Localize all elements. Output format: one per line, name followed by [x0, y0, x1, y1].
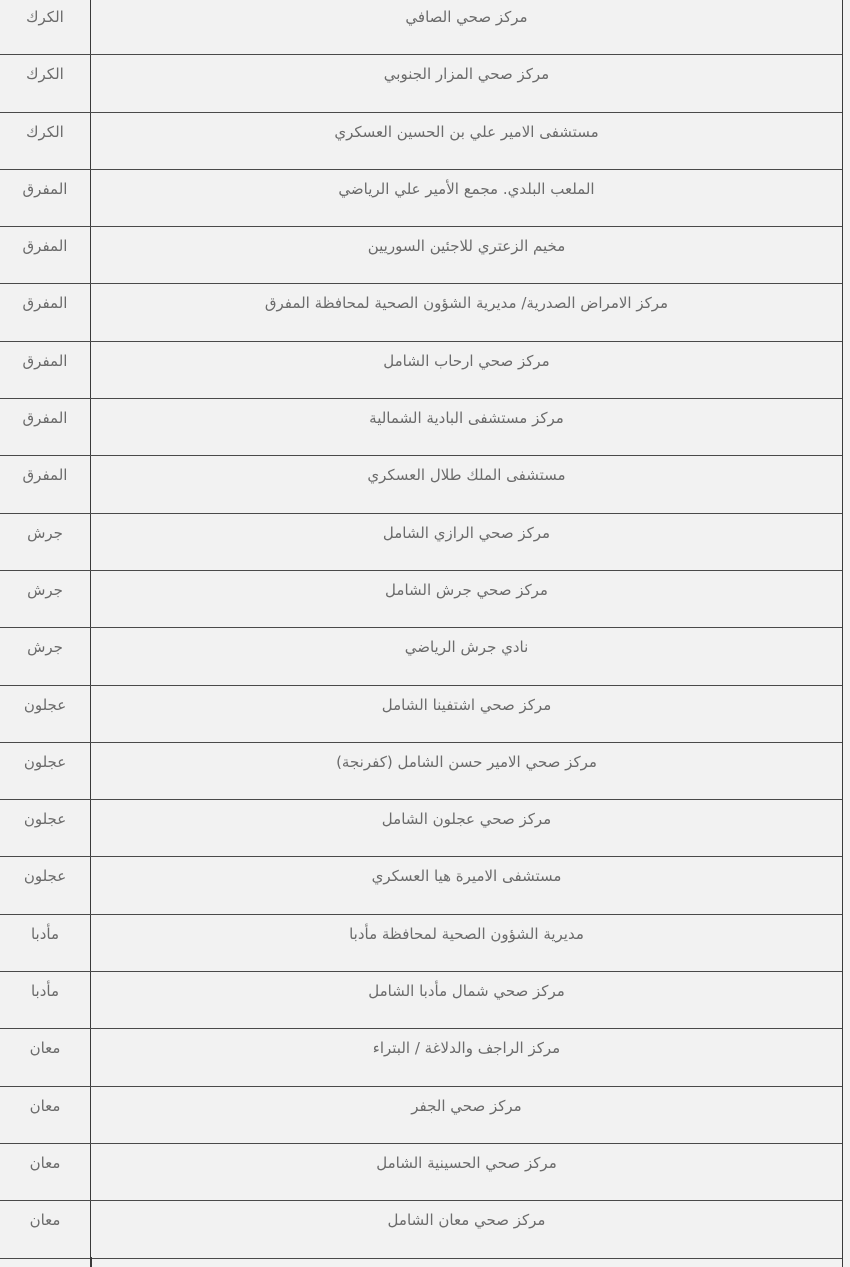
- table-row: [0, 1029, 842, 1086]
- table-row: [0, 456, 842, 513]
- governorate-cell: [0, 857, 91, 914]
- column-divider: [90, 1257, 92, 1267]
- facility-text: مركز صحي جرش الشامل: [385, 580, 548, 599]
- facility-text: مستشفى الاميرة هيا العسكري: [371, 867, 562, 886]
- facility-text: مركز صحي ارحاب الشامل: [383, 351, 550, 370]
- governorate-cell: [0, 513, 91, 570]
- facility-text: مخيم الزعتري للاجئين السوريين: [367, 237, 566, 256]
- governorate-cell: [0, 0, 91, 55]
- facility-cell: [91, 227, 843, 284]
- facility-cell: [91, 169, 843, 226]
- facility-text: مركز صحي عجلون الشامل: [381, 810, 552, 829]
- facility-cell: [91, 341, 843, 398]
- governorate-text: الكرك: [26, 8, 64, 26]
- governorate-text: المفرق: [22, 294, 68, 313]
- facility-cell: [91, 112, 843, 169]
- table-row: [0, 1201, 842, 1258]
- governorate-cell: [0, 800, 91, 857]
- facility-text: مستشفى الملك طلال العسكري: [367, 466, 566, 485]
- governorate-cell: [0, 55, 91, 112]
- facility-text: مديرية الشؤون الصحية لمحافظة مأدبا: [349, 924, 584, 943]
- facility-cell: [91, 1029, 843, 1086]
- governorate-cell: [0, 284, 91, 341]
- governorate-cell: [0, 341, 91, 398]
- facility-text: مركز صحي الحسينية الشامل: [376, 1153, 557, 1172]
- facility-text: مركز صحي الصافي: [405, 8, 528, 26]
- facility-text: مركز صحي المزار الجنوبي: [383, 65, 550, 84]
- table-row: [0, 169, 842, 226]
- governorate-cell: [0, 914, 91, 971]
- governorate-cell: [0, 628, 91, 685]
- governorate-text: جرش: [27, 638, 63, 657]
- facility-cell: [91, 456, 843, 513]
- governorate-text: معان: [29, 1039, 61, 1058]
- facility-cell: [91, 742, 843, 799]
- table-row: [0, 55, 842, 112]
- facility-text: مركز صحي الامير حسن الشامل (كفرنجة): [336, 752, 597, 771]
- facility-cell: [91, 399, 843, 456]
- governorate-text: جرش: [27, 523, 63, 542]
- facility-text: مركز صحي الرازي الشامل: [382, 523, 551, 542]
- facility-cell: [91, 284, 843, 341]
- governorate-cell: [0, 972, 91, 1029]
- governorate-cell: [0, 1143, 91, 1200]
- facility-cell: [91, 857, 843, 914]
- governorate-text: معان: [29, 1153, 61, 1172]
- facility-text: نادي جرش الرياضي: [404, 638, 529, 657]
- table-row: [0, 742, 842, 799]
- facility-cell: [91, 513, 843, 570]
- governorate-cell: [0, 570, 91, 627]
- table-row: [0, 227, 842, 284]
- governorate-cell: [0, 1029, 91, 1086]
- facility-text: الملعب البلدي. مجمع الأمير علي الرياضي: [338, 179, 595, 198]
- facility-text: مركز الراجف والدلاغة / البتراء: [372, 1039, 561, 1058]
- governorate-cell: [0, 456, 91, 513]
- facility-text: مركز الامراض الصدرية/ مديرية الشؤون الصحية لمحافظة المفرق: [264, 294, 669, 313]
- governorate-text: عجلون: [23, 695, 67, 714]
- governorate-text: المفرق: [22, 179, 68, 198]
- table-row: [0, 341, 842, 398]
- facility-cell: [91, 1086, 843, 1143]
- governorate-text: عجلون: [23, 810, 67, 829]
- governorate-text: عجلون: [23, 867, 67, 886]
- table-row: [0, 1086, 842, 1143]
- table-row: [0, 399, 842, 456]
- facility-cell: [91, 972, 843, 1029]
- table-row: [0, 570, 842, 627]
- table-row: [0, 685, 842, 742]
- facility-text: مستشفى الامير علي بن الحسين العسكري: [334, 122, 599, 141]
- governorate-cell: [0, 169, 91, 226]
- facility-text: مركز مستشفى البادية الشمالية: [369, 409, 564, 428]
- table-row: [0, 284, 842, 341]
- governorate-cell: [0, 1086, 91, 1143]
- facility-cell: [91, 570, 843, 627]
- facility-cell: [91, 1143, 843, 1200]
- governorate-cell: [0, 685, 91, 742]
- table-row: [0, 628, 842, 685]
- table-row: [0, 1143, 842, 1200]
- table-row: [0, 914, 842, 971]
- governorate-text: مأدبا: [30, 924, 60, 943]
- governorate-text: الكرك: [26, 122, 64, 141]
- facility-text: مركز صحي معان الشامل: [387, 1211, 546, 1230]
- facility-cell: [91, 0, 843, 55]
- governorate-text: المفرق: [22, 237, 68, 256]
- governorate-text: عجلون: [23, 752, 67, 771]
- table-row: [0, 800, 842, 857]
- facility-text: مركز صحي اشتفينا الشامل: [381, 695, 552, 714]
- table-row: [0, 112, 842, 169]
- governorate-text: مأدبا: [30, 982, 60, 1001]
- table-continuation: [0, 1257, 843, 1267]
- governorate-text: الكرك: [26, 65, 64, 84]
- facility-cell: [91, 628, 843, 685]
- facility-cell: [91, 914, 843, 971]
- governorate-text: المفرق: [22, 466, 68, 485]
- governorate-text: معان: [29, 1096, 61, 1115]
- governorate-text: جرش: [27, 580, 63, 599]
- governorate-cell: [0, 112, 91, 169]
- governorate-text: المفرق: [22, 351, 68, 370]
- table-row: [0, 972, 842, 1029]
- table-row: [0, 857, 842, 914]
- table-row: [0, 0, 842, 55]
- facility-cell: [91, 800, 843, 857]
- governorate-text: معان: [29, 1211, 61, 1230]
- governorate-cell: [0, 1201, 91, 1258]
- governorate-cell: [0, 742, 91, 799]
- governorate-cell: [0, 399, 91, 456]
- governorate-text: المفرق: [22, 409, 68, 428]
- facility-cell: [91, 1201, 843, 1258]
- governorate-cell: [0, 227, 91, 284]
- facility-text: مركز صحي شمال مأدبا الشامل: [368, 982, 565, 1001]
- facility-cell: [91, 55, 843, 112]
- facility-text: مركز صحي الجفر: [411, 1096, 522, 1115]
- table-row: [0, 513, 842, 570]
- facility-cell: [91, 685, 843, 742]
